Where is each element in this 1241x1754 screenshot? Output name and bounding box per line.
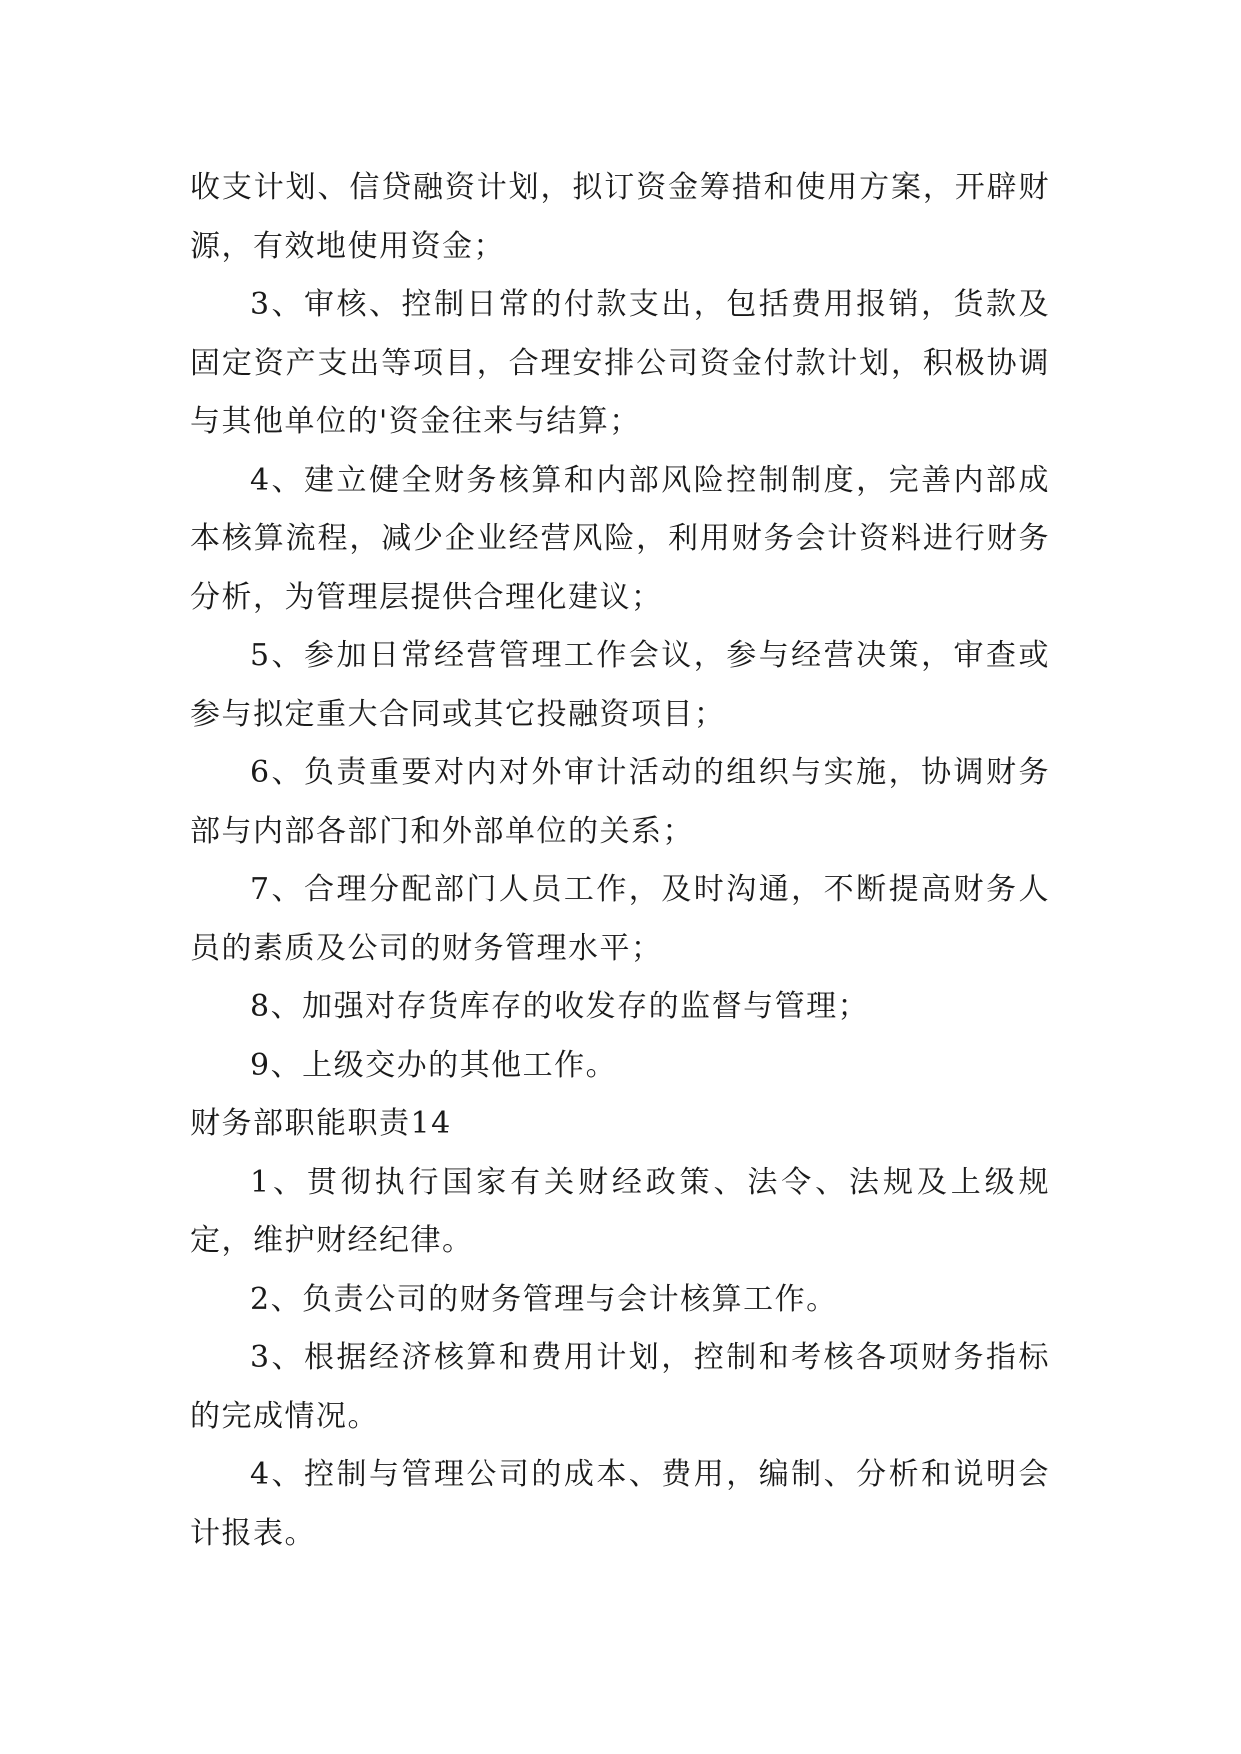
paragraph-section-item-1: 1、贯彻执行国家有关财经政策、法令、法规及上级规定，维护财经纪律。 <box>190 1164 1050 1258</box>
document-body <box>190 159 1050 1563</box>
paragraph-item-9: 9、上级交办的其他工作。 <box>250 1047 618 1083</box>
paragraph-item-6: 6、负责重要对内对外审计活动的组织与实施，协调财务部与内部各部门和外部单位的关系； <box>190 755 1050 849</box>
paragraph-item-5: 5、参加日常经营管理工作会议，参与经营决策，审查或参与拟定重大合同或其它投融资项目； <box>190 638 1050 732</box>
paragraph-item-7: 7、合理分配部门人员工作，及时沟通，不断提高财务人员的素质及公司的财务管理水平； <box>190 872 1050 966</box>
paragraph-section-item-4: 4、控制与管理公司的成本、费用，编制、分析和说明会计报表。 <box>190 1457 1050 1551</box>
paragraph-section-item-3: 3、根据经济核算和费用计划，控制和考核各项财务指标的完成情况。 <box>190 1340 1050 1434</box>
section-heading: 财务部职能职责14 <box>190 1106 452 1141</box>
paragraph-item-4: 4、建立健全财务核算和内部风险控制制度，完善内部成本核算流程，减少企业经营风险，利用财务会计资料进行财务分析，为管理层提供合理化建议； <box>190 462 1050 615</box>
paragraph-item-3: 3、审核、控制日常的付款支出，包括费用报销，货款及固定资产支出等项目，合理安排公司资金付款计划，积极协调与其他单位的'资金往来与结算； <box>190 287 1050 439</box>
paragraph-section-item-2: 2、负责公司的财务管理与会计核算工作。 <box>250 1281 838 1317</box>
paragraph-item-8: 8、加强对存货库存的收发存的监督与管理； <box>250 989 870 1024</box>
paragraph-continuation: 收支计划、信贷融资计划，拟订资金筹措和使用方案，开辟财源，有效地使用资金； <box>190 170 1050 264</box>
